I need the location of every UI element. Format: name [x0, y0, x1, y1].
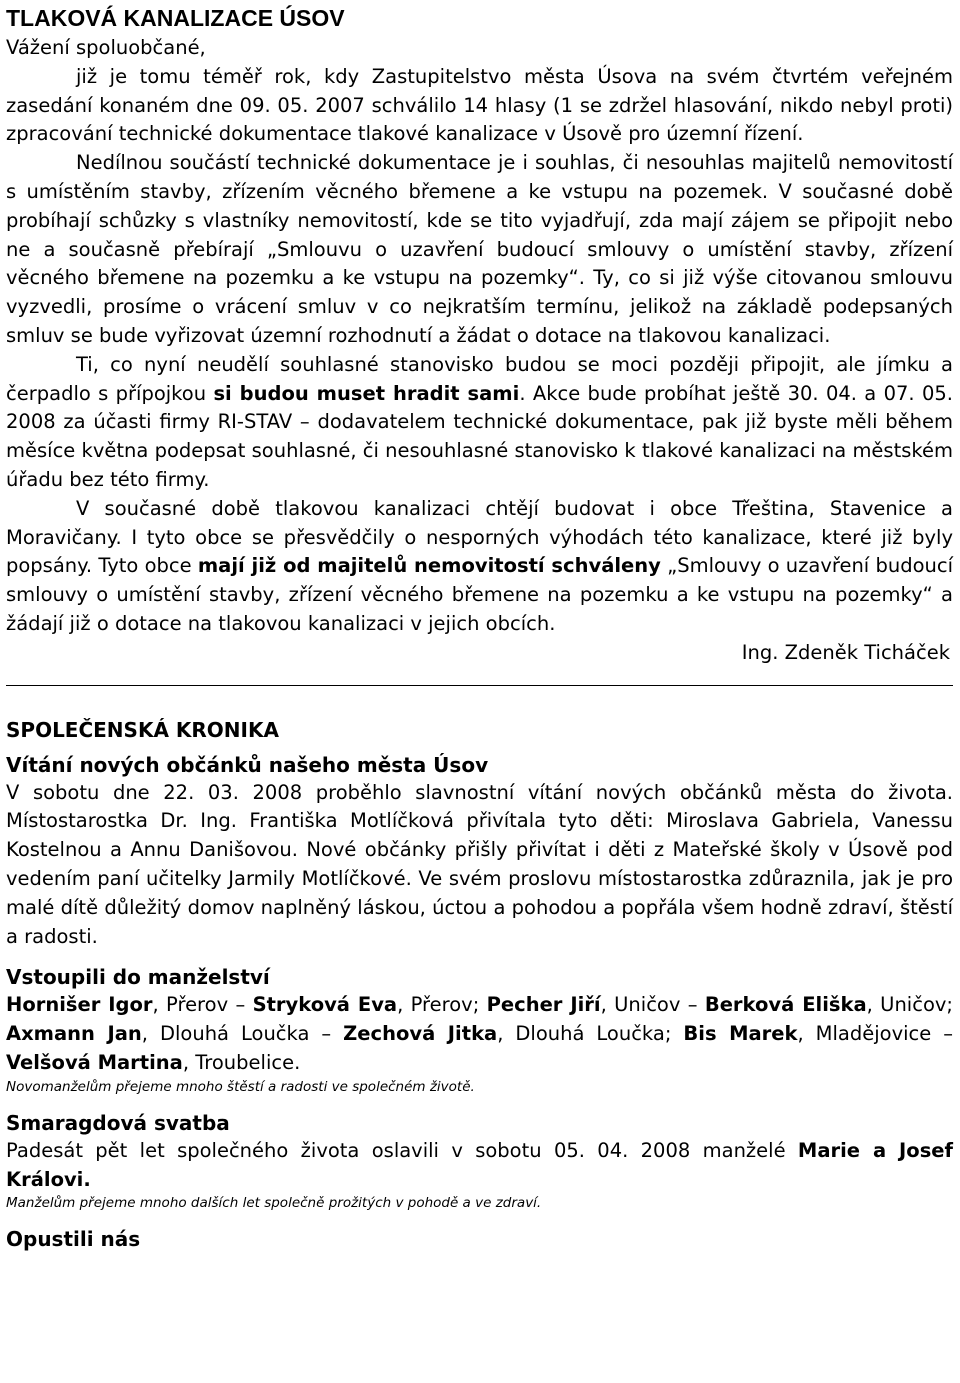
article-title: TLAKOVÁ KANALIZACE ÚSOV — [6, 5, 345, 31]
svatba-text — [6, 1137, 953, 1195]
paragraph-4-text-end: „Smlouvy o uzavření budoucí smlouvy o umístění stavby, zřízení věcného břemene na pozemku a ke vstupu na pozemky“ a žádají již o dotace na tlakovou kanalizaci v jejich obcích. — [6, 554, 953, 635]
paragraph-4-text: V současné době tlakovou kanalizaci chtějí budovat i obce Třeština, Stavenice a Moravičany. I tyto obce se přesvědčily o nesporných výhodách této kanalizace, které již byly popsány. Tyto obce — [6, 496, 953, 578]
couple-place: , Přerov; — [397, 993, 487, 1017]
svatba-sentence: Padesát pět let společného života oslavili v sobotu 05. 04. 2008 manželé — [6, 1138, 798, 1162]
svatba-note: Manželům přejeme mnoho dalších let společně prožitých v pohodě a ve zdraví. — [6, 1195, 542, 1212]
couple-place: , Uničov – — [600, 993, 705, 1017]
manzelstvi-list — [6, 991, 953, 1077]
couple-name: Zechová Jitka — [343, 1022, 498, 1046]
subheading-opustili: Opustili nás — [6, 1227, 141, 1252]
paragraph-3-bold: si budou muset hradit sami — [213, 381, 520, 405]
couple-name: Velšová Martina — [6, 1050, 183, 1074]
section-divider — [6, 685, 953, 686]
paragraph-1: již je tomu téměř rok, kdy Zastupitelstvo města Úsova na svém čtvrtém veřejném zasedání konaném dne 09. 05. 2007 schválilo 14 hlasy (1 se zdržel hlasování, nikdo nebyl proti) zpracování technické dokumentace tlakové kanalizace v Úsově pro územní řízení. — [6, 64, 953, 146]
couple-name: Bis Marek — [683, 1022, 798, 1046]
vitani-text: V sobotu dne 22. 03. 2008 proběhlo slavnostní vítání nových občánků města do života. Místostarostka Dr. Ing. Františka Motlíčková přivítala tyto děti: Miroslava Gabriela, Vanessu Kostelnou a Annu Danišovou. Nové občánky přišly přivítat i děti z Mateřské školy v Úsově pod vedením paní učitelky Jarmily Motlíčkové. Ve svém proslovu místostarostka zdůraznila, jak je pro malé dítě důležitý domov naplněný láskou, úctou a pohodou a popřála všem hodně zdraví, štěstí a radosti. — [6, 780, 953, 948]
greeting: Vážení spoluobčané, — [6, 36, 206, 59]
paragraph-3-text: Ti, co nyní neudělí souhlasné stanovisko budou se moci později připojit, ale jímku a čerpadlo s přípojkou — [6, 352, 953, 405]
couple-place: , Troubelice. — [182, 1050, 301, 1074]
author-signature: Ing. Zdeněk Ticháček — [741, 640, 950, 664]
paragraph-3 — [6, 351, 953, 495]
subheading-svatba: Smaragdová svatba — [6, 1110, 230, 1135]
paragraph-4-bold: mají již od majitelů nemovitostí schváleny — [197, 554, 661, 578]
paragraph-4 — [6, 495, 953, 639]
couple-place: , Přerov – — [152, 993, 253, 1017]
couple-name: Stryková Eva — [252, 993, 398, 1017]
couple-name: Axmann Jan — [6, 1022, 142, 1046]
paragraph-2: Nedílnou součástí technické dokumentace je i souhlas, či nesouhlas majitelů nemovitostí s umístěním stavby, zřízením věcného břemene a ke vstupu na pozemek. V současné době probíhají schůzky s vlastníky nemovitostí, kde se tito vyjadřují, zda mají zájem se připojit nebo ne a současně přebírají „Smlouvu o uzavření budoucí smlouvy o umístění stavby, zřízení věcného břemene na pozemku a ke vstupu na pozemky“. Ty, co si již výše citovanou smlouvu vyzvedli, prosíme o vrácení smluv v co nejkratším termínu, jelikož na základě podepsaných smluv se bude vyřizovat územní rozhodnutí a žádat o dotace na tlakovou kanalizaci. — [6, 151, 953, 347]
paragraph-3-text-end: . Akce bude probíhat ještě 30. 04. a 07. 05. 2008 za účasti firmy RI-STAV – dodavatelem technické dokumentace, pak již byste měli během měsíce května podepsat souhlasné, či nesouhlasné stanovisko k tlakové kanalizaci na městském úřadu bez této firmy. — [6, 381, 953, 491]
svatba-names: Marie a Josef Královi. — [6, 1138, 954, 1191]
couple-place: , Mladějovice – — [797, 1022, 954, 1046]
section-heading: SPOLEČENSKÁ KRONIKA — [6, 717, 279, 742]
couple-place: , Uničov; — [866, 993, 953, 1017]
couple-name: Pecher Jiří — [486, 993, 601, 1017]
couple-place: , Dlouhá Loučka; — [497, 1022, 684, 1046]
couple-place: , Dlouhá Loučka – — [141, 1022, 344, 1046]
couple-name: Hornišer Igor — [6, 993, 153, 1017]
subheading-manzelstvi: Vstoupili do manželství — [6, 965, 270, 990]
couple-name: Berková Eliška — [704, 993, 867, 1017]
manzelstvi-note: Novomanželům přejeme mnoho štěstí a radosti ve společném životě. — [6, 1078, 475, 1095]
subheading-vitani: Vítání nových občánků našeho města Úsov — [6, 752, 489, 777]
